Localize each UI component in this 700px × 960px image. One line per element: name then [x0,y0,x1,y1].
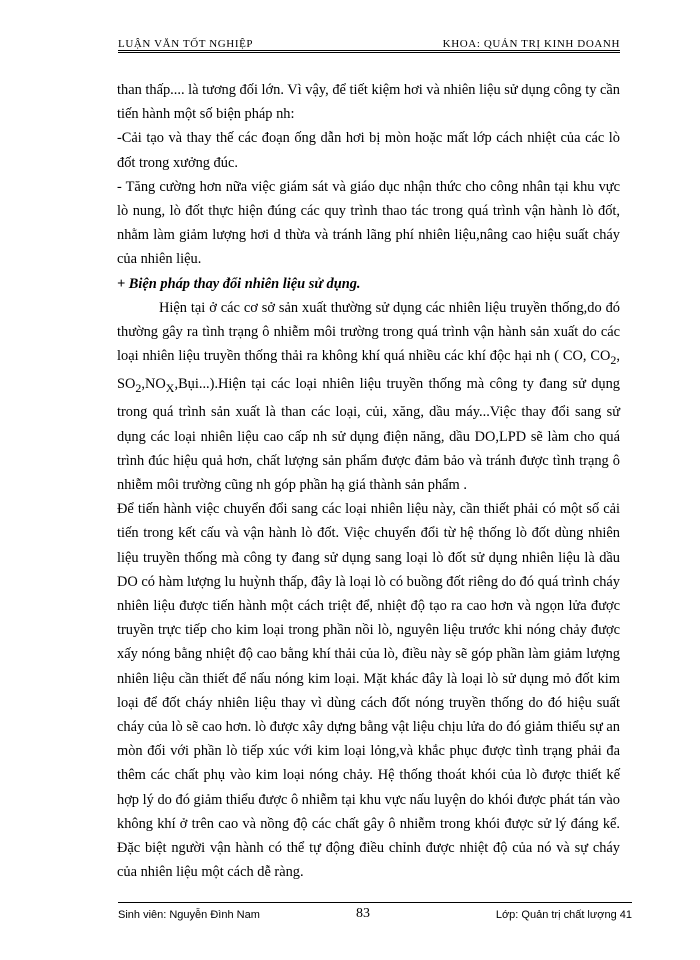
page-number: 83 [356,906,370,921]
page-footer [118,906,632,926]
subscript-nox: X [165,381,175,396]
subscript-co2: 2 [610,353,617,368]
subscript-so2: 2 [135,381,142,396]
header-faculty: KHOA: QUẢN TRỊ KINH DOANH [442,38,620,50]
header-divider [118,50,620,53]
header-thesis-title: LUẬN VĂN TỐT NGHIỆP [118,38,254,50]
paragraph-conversion: Để tiến hành việc chuyển đổi sang các loại nhiên liệu này, cần thiết phải có một số cải tiến trong kết cấu và vận hành lò đốt. Việc chuyển đổi từ hệ thống lò đốt dùng nhiên liệu truyền thống mà công ty đang sử dụng sang loại lò đốt sử dụng nhiên liệu là dầu DO có hàm lượng lu huỳnh thấp, đây là loại lò có buồng đốt riêng do đó quá trình cháy nhiên liệu được tiến hành một cách triệt để, nhiệt độ tạo ra cao hơn và ngọn lửa được truyền trực tiếp cho kim loại trong phần nồi lò, nguyên liệu trước khi nóng chảy được xấy nóng bằng nhiệt độ cao bằng khí thải của lò, điều này sẽ góp phần làm giảm lượng nhiên liệu cần thiết để nấu nóng kim loại. Mặt khác đây là loại lò sử dụng mỏ đốt kim loại để đốt cháy nhiên liệu thay vì dùng cách đốt nóng truyền thống do đó hiệu suất cháy của lò sẽ cao hơn. lò được xây dựng bằng vật liệu chịu lửa do đó giảm thiểu sự an mòn đối với phần lò tiếp xúc với kim loại lỏng,và khắc phục được tình trạng phải đa thêm các chất phụ vào kim loại nóng chảy. Hệ thống thoát khói của lò được thiết kế hợp lý do đó giảm thiểu được ô nhiễm tại khu vực nấu luyện do khói được phát tán vào không khí ở trên cao và nồng độ các chất gây ô nhiễm trong khói được sử lý đáng kể. Đặc biệt người vận hành có thể tự động điều chỉnh được nhiệt độ của nó và sự cháy của nhiên liệu một cách dễ ràng. [117,501,620,881]
text-no: ,NO [141,376,166,393]
section-heading: + Biện pháp thay đổi nhiên liệu sử dụng. [117,275,361,292]
paragraph-bullet-supervision: - Tăng cường hơn nữa việc giám sát và giáo dục nhận thức cho công nhân tại khu vực lò nung, lò đốt thực hiện đúng các quy trình thao tác trong quá trình vận hành lò đốt, nhằm làm giảm lượng hơi d thừa và tránh lãng phí nhiên liệu,nâng cao hiệu suất cháy của nhiên liệu. [117,178,620,268]
paragraph-fuel-change-part1: Hiện tại ở các cơ sở sản xuất thường sử dụng các nhiên liệu truyền thống,do đó thường gây ra tình trạng ô nhiễm môi trường trong quá trình vận hành sản xuất do các loại nhiên liệu truyền thống thải ra không khí quá nhiều các khí độc hại nh ( CO, CO [117,299,620,365]
paragraph-bullet-pipes: -Cải tạo và thay thế các đoạn ống dẫn hơi bị mòn hoặc mất lớp cách nhiệt của các lò đốt trong xưởng đúc. [117,130,620,171]
paragraph-intro: than thấp.... là tương đối lớn. Vì vậy, để tiết kiệm hơi và nhiên liệu sử dụng công ty cần tiến hành một số biện pháp nh: [117,82,620,123]
footer-student-name: Sinh viên: Nguyễn Đình Nam [118,909,260,921]
page-header [118,38,620,58]
text-so: , SO [117,348,620,393]
paragraph-fuel-change-part2: ,Bụi...).Hiện tại các loại nhiên liệu truyền thống mà công ty đang sử dụng trong quá trình sản xuất là than các loại, củi, xăng, dầu máy...Việc thay đổi sang sử dụng các loại nhiên liệu cao cấp nh sử dụng điện năng, dầu DO,LPD sẽ làm cho quá trình đúc hiệu quả hơn, chất lượng sản phẩm được đảm bảo và tránh được tình trạng ô nhiễm môi trường cũng nh góp phần hạ giá thành sản phẩm . [117,376,620,493]
paragraph-fuel-change [117,296,620,497]
document-body [117,78,620,884]
footer-divider [118,902,632,903]
footer-class: Lớp: Quản trị chất lượng 41 [495,909,632,921]
